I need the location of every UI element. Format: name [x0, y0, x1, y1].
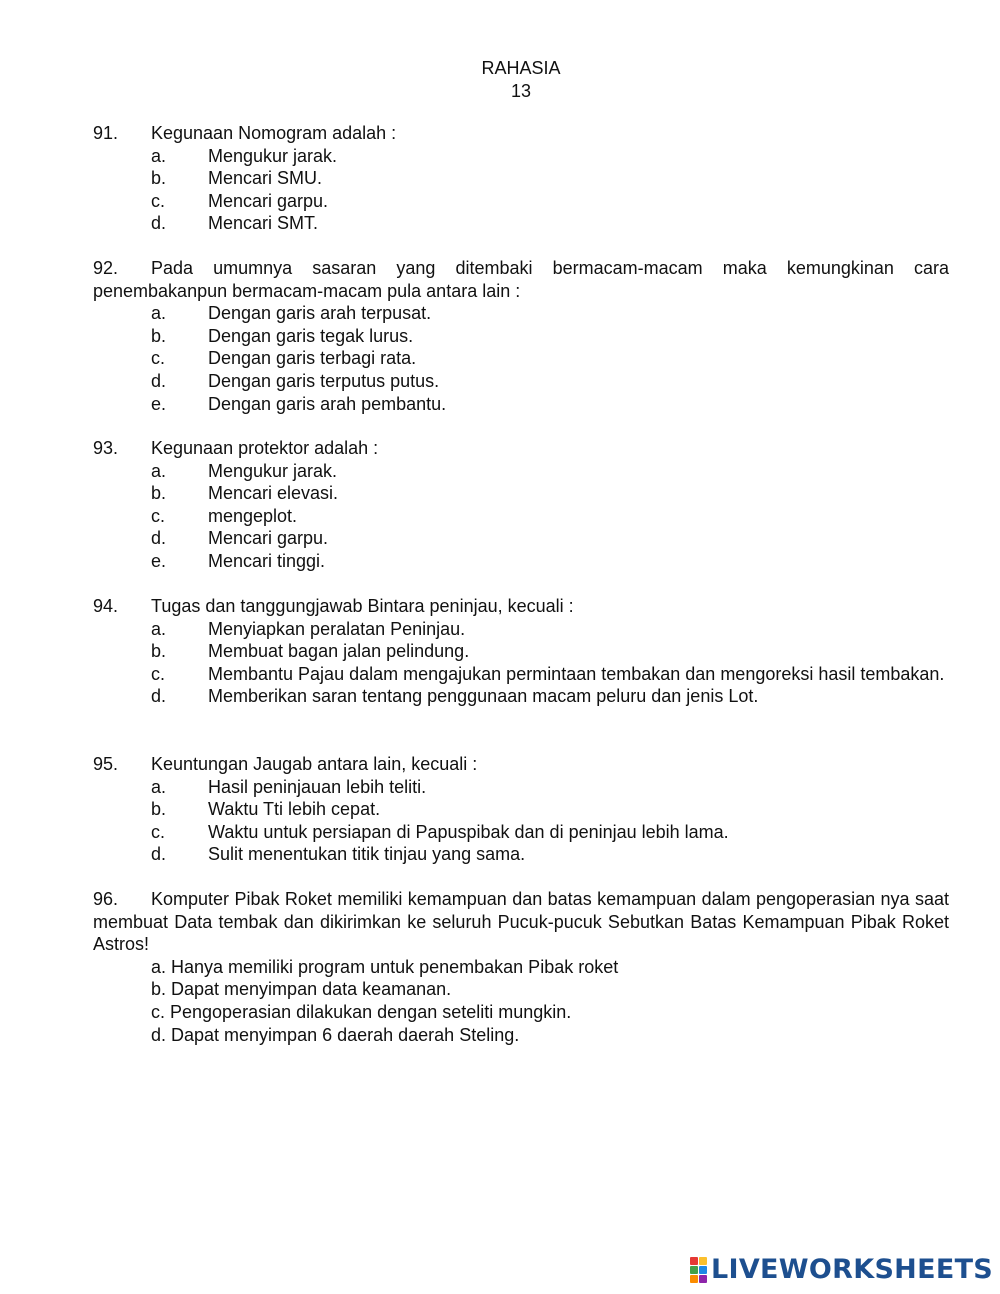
option-text: Waktu untuk persiapan di Papuspibak dan di peninjau lebih lama.: [208, 821, 729, 842]
option-text: Mengukur jarak.: [208, 145, 338, 166]
question-95: [93, 753, 949, 866]
question-stem: Keuntungan Jaugab antara lain, kecuali :: [151, 754, 478, 774]
option-text: Sulit menentukan titik tinjau yang sama.: [208, 844, 526, 865]
option-text: Memberikan saran tentang penggunaan macam peluru dan jenis Lot.: [208, 686, 759, 707]
option-text: Mencari tinggi.: [208, 550, 326, 571]
option-d[interactable]: [93, 843, 949, 866]
option-text: Mencari garpu.: [208, 528, 329, 549]
option-label: a.: [151, 460, 167, 481]
option-text: Mencari garpu.: [208, 190, 329, 211]
option-d[interactable]: d. Dapat menyimpan 6 daerah daerah Steling.: [151, 1024, 520, 1045]
question-stem: Komputer Pibak Roket memiliki kemampuan dan batas kemampuan dalam pengoperasian nya saat membuat Data tembak dan dikirimkan ke seluruh Pucuk-pucuk Sebutkan Batas Kemampuan Pibak Roket Astros!: [93, 889, 949, 955]
question-number: 93.: [93, 438, 119, 458]
liveworksheets-logo-icon: [690, 1257, 707, 1283]
option-text: Dengan garis terbagi rata.: [208, 348, 417, 369]
option-c[interactable]: c. Pengoperasian dilakukan dengan seteliti mungkin.: [151, 1001, 572, 1022]
option-c[interactable]: [93, 821, 949, 844]
question-stem-block: [93, 257, 949, 302]
option-label: b.: [151, 168, 167, 189]
option-b[interactable]: [93, 798, 949, 821]
option-b[interactable]: [93, 640, 949, 663]
option-d[interactable]: [93, 212, 949, 235]
option-a[interactable]: [93, 776, 949, 799]
brand-name: LIVEWORKSHEETS: [711, 1253, 994, 1285]
option-b[interactable]: [93, 167, 949, 190]
option-label: a.: [151, 303, 167, 324]
option-label: d.: [151, 844, 167, 865]
question-stem: Pada umumnya sasaran yang ditembaki bermacam-macam maka kemungkinan cara penembakanpun bermacam-macam pula antara lain :: [93, 258, 949, 301]
question-number: 94.: [93, 596, 119, 616]
option-b[interactable]: [93, 482, 949, 505]
option-text: mengeplot.: [208, 505, 298, 526]
option-label: c.: [151, 190, 166, 211]
question-stem-block: [93, 888, 949, 956]
question-number: 91.: [93, 123, 119, 143]
option-text: Membantu Pajau dalam mengajukan permintaan tembakan dan mengoreksi hasil tembakan.: [208, 663, 945, 684]
question-94: [93, 595, 949, 708]
option-label: d.: [151, 686, 167, 707]
option-label: a.: [151, 145, 167, 166]
option-text: Mengukur jarak.: [208, 460, 338, 481]
question-number: 96.: [93, 889, 119, 909]
option-label: c.: [151, 821, 166, 842]
question-number: 92.: [93, 258, 119, 278]
option-a[interactable]: [93, 302, 949, 325]
option-label: c.: [151, 505, 166, 526]
option-text: Mencari SMU.: [208, 168, 323, 189]
question-91: [93, 122, 949, 235]
option-d[interactable]: [93, 527, 949, 550]
question-92: [93, 257, 949, 415]
option-label: a.: [151, 618, 167, 639]
option-b[interactable]: b. Dapat menyimpan data keamanan.: [151, 979, 452, 1000]
option-e[interactable]: [93, 393, 949, 416]
option-text: Mencari SMT.: [208, 213, 319, 234]
option-text: Membuat bagan jalan pelindung.: [208, 641, 470, 662]
question-stem: Kegunaan Nomogram adalah :: [151, 123, 397, 143]
option-label: a.: [151, 776, 167, 797]
option-a[interactable]: [93, 460, 949, 483]
page-number: 13: [510, 81, 532, 101]
question-stem: Tugas dan tanggungjawab Bintara peninjau, kecuali :: [151, 596, 574, 616]
option-a[interactable]: [93, 618, 949, 641]
option-c[interactable]: [93, 347, 949, 370]
option-text: Waktu Tti lebih cepat.: [208, 799, 381, 820]
option-label: c.: [151, 663, 166, 684]
option-label: c.: [151, 348, 166, 369]
option-c[interactable]: [151, 663, 949, 686]
question-number: 95.: [93, 754, 119, 774]
option-label: b.: [151, 799, 167, 820]
option-label: e.: [151, 393, 167, 414]
option-d[interactable]: [93, 685, 949, 708]
option-a[interactable]: [93, 145, 949, 168]
option-label: b.: [151, 483, 167, 504]
option-label: e.: [151, 550, 167, 571]
question-96: [93, 888, 949, 1046]
option-text: Hasil peninjauan lebih teliti.: [208, 776, 427, 797]
option-label: d.: [151, 213, 167, 234]
option-text: Dengan garis terputus putus.: [208, 370, 440, 391]
option-a[interactable]: a. Hanya memiliki program untuk penembakan Pibak roket: [151, 956, 619, 977]
option-label: d.: [151, 370, 167, 391]
option-text: Dengan garis arah terpusat.: [208, 303, 432, 324]
option-label: b.: [151, 325, 167, 346]
option-text: Menyiapkan peralatan Peninjau.: [208, 618, 466, 639]
option-c[interactable]: [93, 505, 949, 528]
question-stem: Kegunaan protektor adalah :: [151, 438, 379, 458]
option-c[interactable]: [93, 190, 949, 213]
classification-label: RAHASIA: [481, 58, 561, 78]
option-text: Dengan garis arah pembantu.: [208, 393, 447, 414]
option-b[interactable]: [93, 325, 949, 348]
liveworksheets-logo[interactable]: [690, 1254, 993, 1286]
option-text: Dengan garis tegak lurus.: [208, 325, 414, 346]
option-label: d.: [151, 528, 167, 549]
question-93: [93, 437, 949, 573]
option-d[interactable]: [93, 370, 949, 393]
option-label: b.: [151, 641, 167, 662]
option-e[interactable]: [93, 550, 949, 573]
option-text: Mencari elevasi.: [208, 483, 339, 504]
